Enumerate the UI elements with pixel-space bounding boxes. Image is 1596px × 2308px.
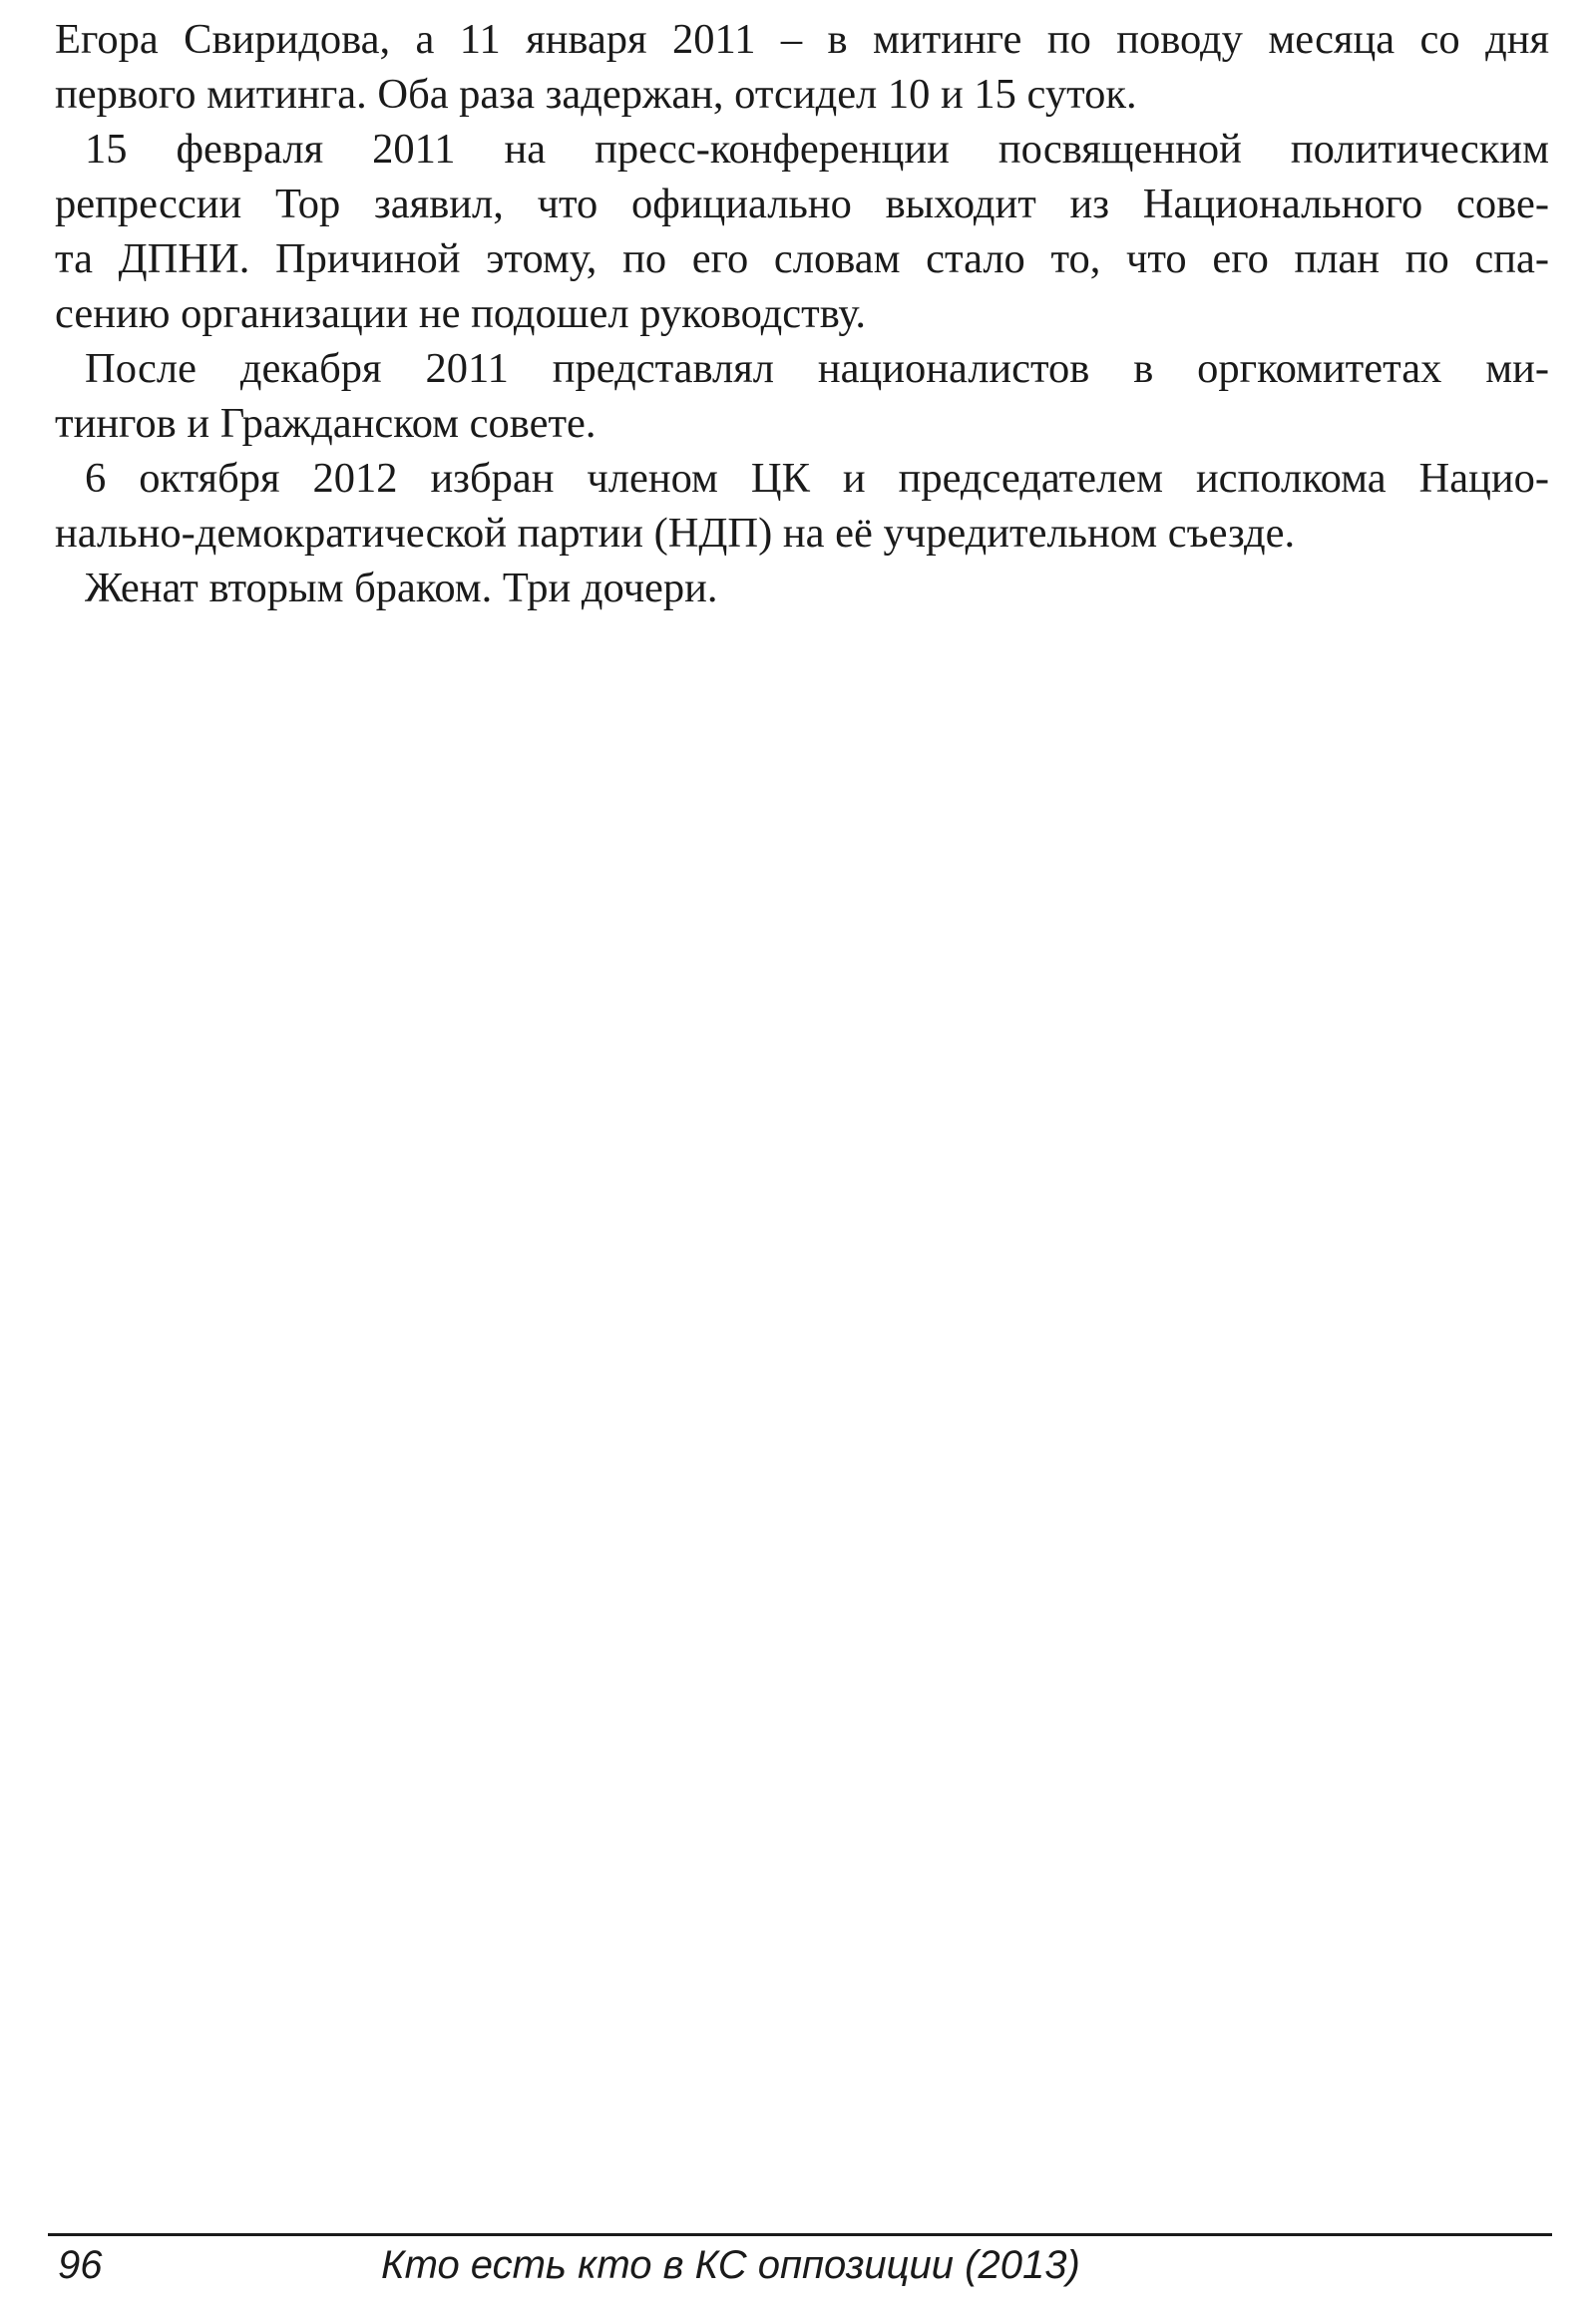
text-line: тингов и Гражданском совете. — [55, 400, 597, 447]
text-line: Егора Свиридова, а 11 января 2011 – в митинге по поводу месяца со дня — [55, 16, 1549, 63]
text-line: репрессии Тор заявил, что официально выходит из Национального сове- — [55, 181, 1549, 227]
running-title: Кто есть кто в КС оппозиции (2013) — [381, 2243, 1080, 2287]
body-text — [55, 12, 1549, 615]
paragraph — [55, 341, 1549, 451]
text-line: 15 февраля 2011 на пресс-конференции посвященной политическим — [85, 126, 1549, 173]
text-line: Женат вторым браком. Три дочери. — [85, 565, 718, 611]
paragraph — [55, 122, 1549, 341]
text-line: та ДПНИ. Причиной этому, по его словам стало то, что его план по спа- — [55, 235, 1549, 282]
paragraph — [55, 561, 1549, 615]
paragraph — [55, 12, 1549, 122]
text-line: первого митинга. Оба раза задержан, отсидел 10 и 15 суток. — [55, 71, 1137, 118]
text-line: 6 октября 2012 избран членом ЦК и председателем исполкома Нацио- — [85, 455, 1549, 502]
page-number: 96 — [58, 2243, 103, 2287]
text-line: После декабря 2011 представлял националистов в оргкомитетах ми- — [85, 345, 1549, 392]
text-line: нально-демократической партии (НДП) на её учредительном съезде. — [55, 510, 1296, 557]
paragraph — [55, 451, 1549, 561]
text-line: сению организации не подошел руководству. — [55, 290, 866, 337]
footer-divider — [48, 2233, 1552, 2236]
